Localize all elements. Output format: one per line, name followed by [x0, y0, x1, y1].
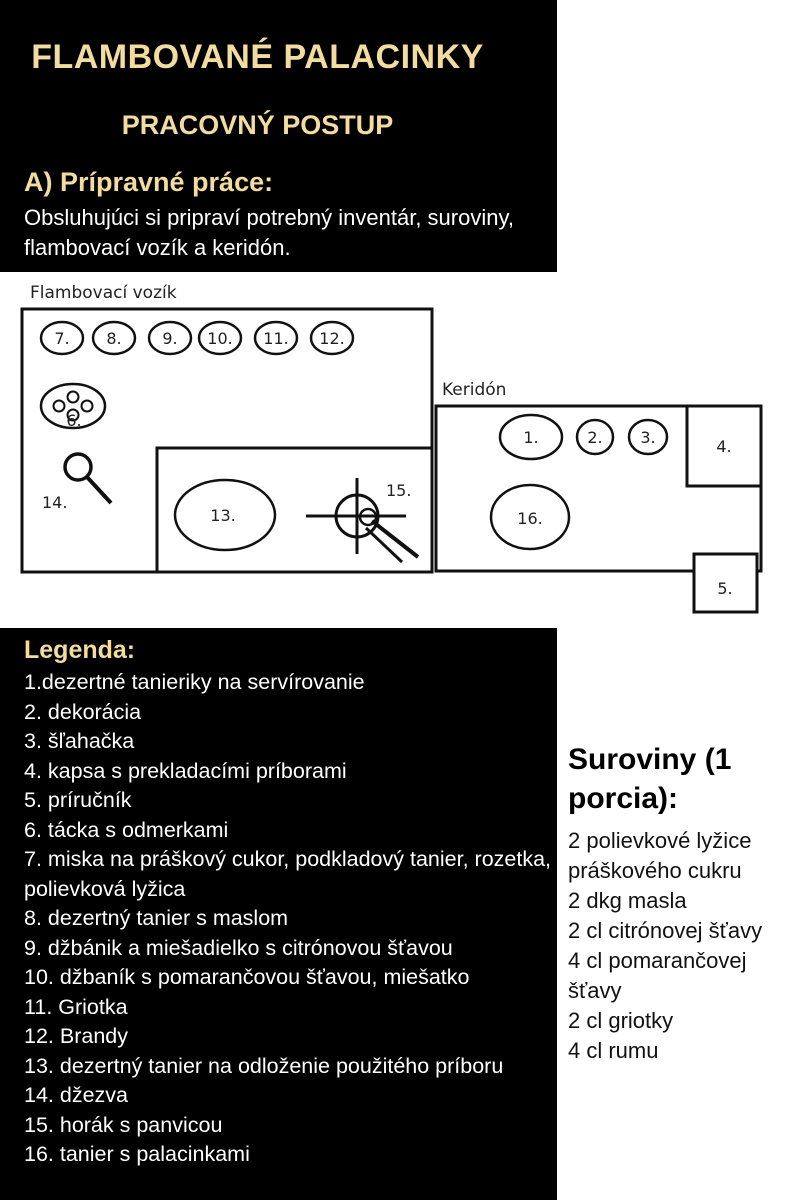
- legend-item: 13. dezertný tanier na odloženie použitého príboru: [24, 1053, 504, 1078]
- section-a-heading: A) Prípravné práce:: [24, 167, 274, 197]
- legend-item: 3. šľahačka: [24, 729, 135, 753]
- ingredient-item: 2 polievkové lyžice práškového cukru: [568, 828, 752, 883]
- item-4-label: 4.: [716, 437, 732, 456]
- legend-item: 4. kapsa s prekladacími príborami: [24, 758, 347, 783]
- legend-item: 10. džbaník s pomarančovou šťavou, miešatko: [24, 965, 470, 989]
- legend-item: 6. tácka s odmerkami: [24, 817, 229, 842]
- ingredient-item: 2 cl citrónovej šťavy: [568, 918, 763, 943]
- legend-item: 8. dezertný tanier s maslom: [24, 906, 289, 930]
- legend-item: 12. Brandy: [24, 1024, 128, 1048]
- item-2-decoration: [577, 420, 613, 454]
- item-13-plate: [175, 480, 275, 550]
- ingredient-item: 2 cl griotky: [568, 1008, 674, 1033]
- legend-item: 16. tanier s palacinkami: [24, 1142, 250, 1166]
- ingredients-list: [568, 826, 798, 1066]
- legend-item: 1.dezertné tanieriky na servírovanie: [24, 670, 365, 694]
- item-14-pot: [65, 454, 111, 503]
- item-3-cream: [629, 420, 667, 454]
- item-7: [41, 322, 83, 354]
- svg-text:8.: 8.: [106, 329, 122, 348]
- page-subtitle: PRACOVNÝ POSTUP: [121, 110, 394, 140]
- item-11: [255, 322, 297, 354]
- item-1-plates: [500, 415, 562, 459]
- item-12: [311, 322, 353, 354]
- ingredients-title: Suroviny (1 porcia):: [568, 743, 732, 815]
- keridon-label: Keridón: [442, 380, 507, 400]
- ingredient-item: 4 cl rumu: [568, 1038, 659, 1063]
- svg-text:6.: 6.: [66, 411, 82, 430]
- legend-item: 7. miska na práškový cukor, podkladový tanier, rozetka, polievková lyžica: [24, 847, 552, 901]
- legend-item: 15. horák s panvicou: [24, 1112, 223, 1137]
- svg-text:12.: 12.: [319, 329, 345, 348]
- ingredient-item: 4 cl pomarančovej šťavy: [568, 948, 747, 1003]
- legend-title: Legenda:: [24, 636, 136, 664]
- item-9: [149, 322, 191, 354]
- legend-item: 9. džbánik a miešadielko s citrónovou šťavou: [24, 935, 453, 960]
- legend-item: 2. dekorácia: [24, 699, 142, 724]
- legend-item: 5. príručník: [24, 788, 132, 812]
- svg-text:3.: 3.: [640, 428, 656, 447]
- item-16-pancakes: [491, 485, 569, 549]
- svg-text:2.: 2.: [587, 428, 603, 447]
- svg-text:15.: 15.: [386, 481, 412, 500]
- svg-text:7.: 7.: [54, 329, 70, 348]
- svg-text:13.: 13.: [210, 506, 236, 525]
- item-15-burner: [306, 478, 418, 562]
- section-a-text: Obsluhujúci si pripraví potrebný inventár, suroviny, flambovací vozík a keridón.: [24, 205, 514, 260]
- item-6-tray: [41, 384, 105, 430]
- cart-label: Flambovací vozík: [30, 283, 177, 303]
- svg-text:1.: 1.: [523, 428, 539, 447]
- legend-list: [24, 668, 554, 1170]
- page-title: FLAMBOVANÉ PALACINKY: [31, 38, 484, 76]
- svg-text:9.: 9.: [162, 329, 178, 348]
- legend-item: 14. džezva: [24, 1083, 128, 1107]
- ingredient-item: 2 dkg masla: [568, 888, 687, 913]
- setup-diagram: [18, 272, 733, 628]
- item-8: [93, 322, 135, 354]
- legend-item: 11. Griotka: [24, 994, 128, 1019]
- svg-text:11.: 11.: [263, 329, 289, 348]
- svg-text:16.: 16.: [517, 509, 543, 528]
- item-10: [199, 322, 241, 354]
- item-14-label: 14.: [42, 493, 68, 512]
- item-5-label: 5.: [717, 579, 733, 598]
- svg-text:10.: 10.: [207, 329, 233, 348]
